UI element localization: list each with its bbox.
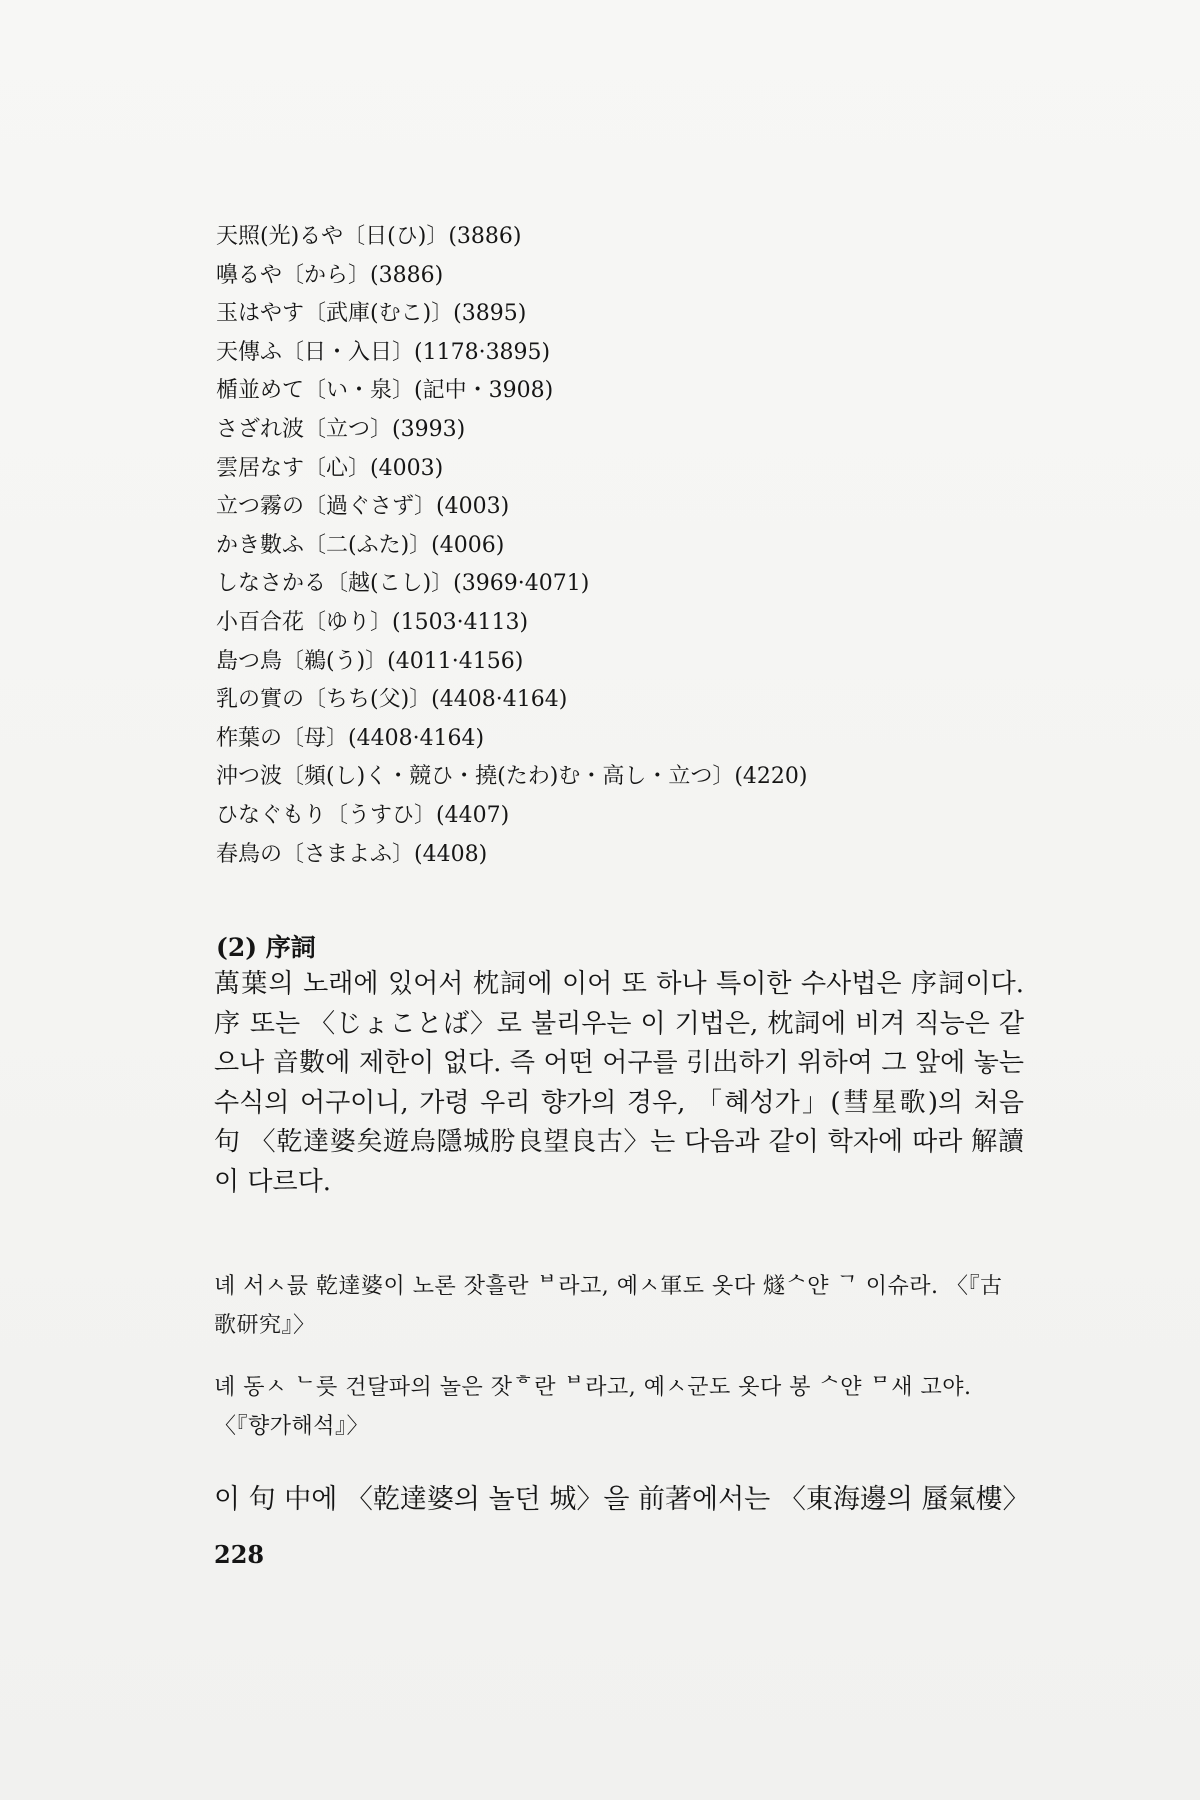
list-item: 嚊るや〔から〕(3886) xyxy=(216,262,444,288)
list-item: 沖つ波〔頻(し)く・競ひ・撓(たわ)む・高し・立つ〕(4220) xyxy=(216,764,808,790)
list-item: 小百合花〔ゆり〕(1503·4113) xyxy=(216,609,529,635)
list-item: かき數ふ〔二(ふた)〕(4006) xyxy=(216,532,505,558)
list-item: 立つ霧の〔過ぐさず〕(4003) xyxy=(216,494,510,520)
list-item: しなさかる〔越(こし)〕(3969·4071) xyxy=(216,571,590,597)
quote-block: 녜 동ㅅ ᄂ릇 건달파의 놀은 잣ᄒ란 ᄇ라고, 예ㅅ군도 옷다 봉 ᄉ얀 ᄆ새 고야. 〈『향가해석』〉 xyxy=(214,1375,972,1439)
makurakotoba-list xyxy=(216,222,916,878)
list-item: ひなぐもり〔うすひ〕(4407) xyxy=(216,802,510,828)
list-item: 春鳥の〔さまよふ〕(4408) xyxy=(216,841,488,867)
closing-paragraph: 이 句 中에 〈乾達婆의 놀던 城〉을 前著에서는 〈東海邊의 蜃氣樓〉 xyxy=(214,1484,1030,1515)
page-number: 228 xyxy=(214,1540,265,1569)
quote-block: 녜 서ㅅ믌 乾達婆이 노론 잣흘란 ᄇ라고, 예ㅅ軍도 옷다 燧ᄉ얀 ᄀ 이슈라. 〈『古歌研究』〉 xyxy=(214,1274,1003,1338)
list-item: 柞葉の〔母〕(4408·4164) xyxy=(216,725,485,751)
list-item: 楯並めて〔い・泉〕(記中・3908) xyxy=(216,378,554,404)
list-item: 乳の實の〔ちち(父)〕(4408·4164) xyxy=(216,687,568,713)
list-item: 天傳ふ〔日・入日〕(1178·3895) xyxy=(216,339,551,365)
section-heading: (2) 序詞 xyxy=(216,933,316,962)
list-item: 天照(光)るや〔日(ひ)〕(3886) xyxy=(216,224,522,249)
body-paragraph: 萬葉의 노래에 있어서 枕詞에 이어 또 하나 특이한 수사법은 序詞이다. 序 또는 〈じょことば〉로 불리우는 이 기법은, 枕詞에 비겨 직능은 같으나 音數에 제한이 없다. 즉 어떤 어구를 引出하기 위하여 그 앞에 놓는 수식의 어구이니, 가령 우리 향가의 경우, 「혜성가」(彗星歌)의 처음 句 〈乾達婆矣遊烏隱城肹良望良古〉는 다음과 같이 학자에 따라 解讀이 다르다. xyxy=(214,969,1024,1197)
list-item: さざれ波〔立つ〕(3993) xyxy=(216,416,466,442)
list-item: 玉はやす〔武庫(むこ)〕(3895) xyxy=(216,301,527,327)
list-item: 雲居なす〔心〕(4003) xyxy=(216,455,444,481)
list-item: 島つ鳥〔鵜(う)〕(4011·4156) xyxy=(216,648,524,674)
